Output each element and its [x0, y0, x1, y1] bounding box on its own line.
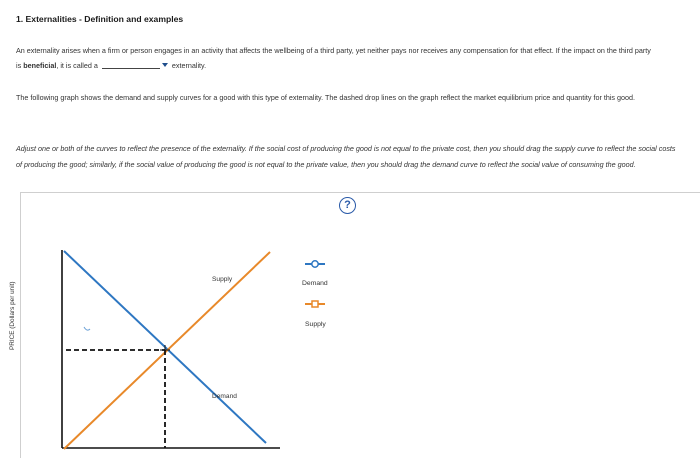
paragraph-definition-text-middle: , it is called a — [56, 61, 98, 70]
legend-supply-tool[interactable] — [305, 301, 325, 307]
stray-mark — [84, 327, 90, 330]
demand-curve-label: Demand — [212, 393, 237, 400]
help-icon[interactable]: ? — [339, 197, 356, 214]
paragraph-instructions: Adjust one or both of the curves to reflect the presence of the externality. If the social cost of producing the good is not equal to the private cost, then you should drag the supply curve to reflect the social costs of producing the good; similarly, if the social value of producing the good is not equal to the private value, then you should drag the demand curve to reflect the social value of consuming the good. — [16, 144, 676, 169]
y-axis-label: PRICE (Dollars per unit) — [9, 281, 16, 350]
supply-curve-label: Supply — [212, 276, 233, 283]
legend-demand-label: Demand — [302, 280, 328, 287]
legend-demand-tool[interactable] — [305, 261, 325, 267]
legend-supply-label: Supply — [305, 321, 326, 328]
paragraph-definition-text-after: externality. — [171, 61, 207, 70]
paragraph-definition-text-before: An externality arises when a firm or person engages in an activity that affects the wellbeing of a third party, yet neither pays nor receives any compensation for that effect. If the impact on the third party is — [16, 46, 651, 70]
paragraph-graph-intro: The following graph shows the demand and supply curves for a good with this type of externality. The dashed drop lines on the graph reflect the market equilibrium price and quantity for this good. — [16, 93, 636, 102]
legend-supply-square-icon — [312, 301, 318, 307]
bold-beneficial: beneficial — [23, 61, 57, 70]
legend-demand-circle-icon — [312, 261, 318, 267]
question-title: 1. Externalities - Definition and examples — [16, 14, 184, 24]
